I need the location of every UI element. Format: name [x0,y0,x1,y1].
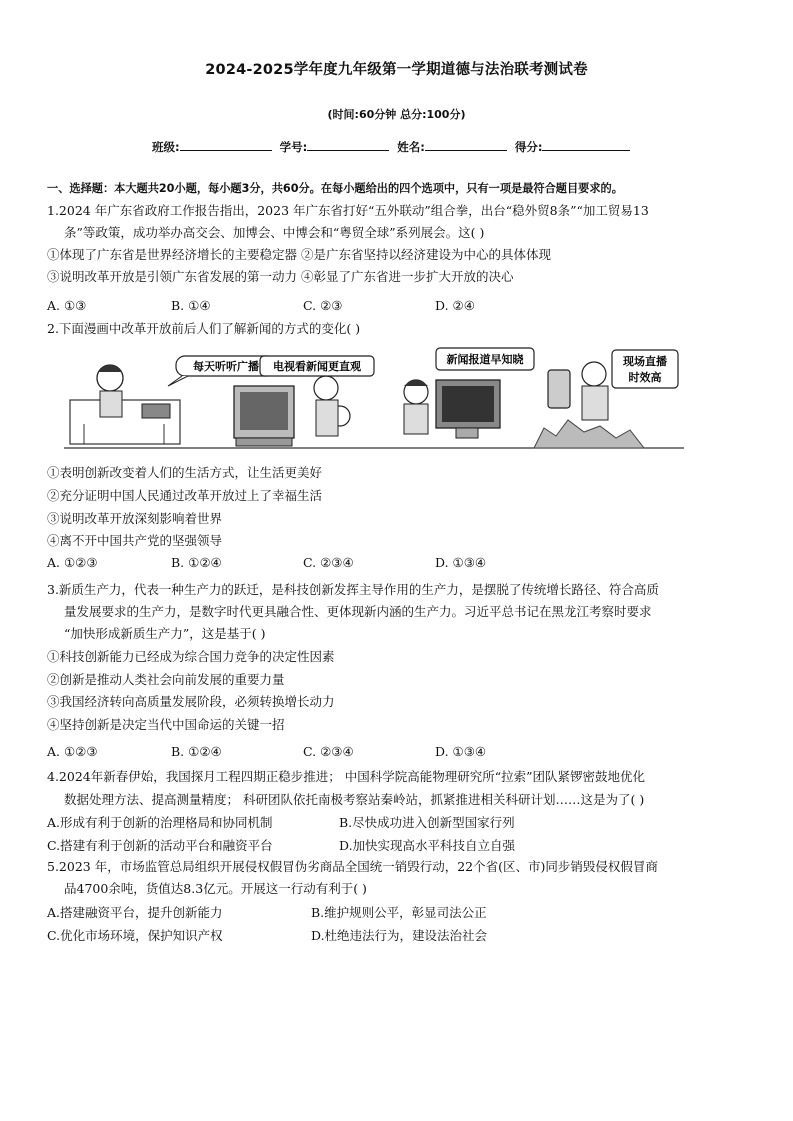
q3-stem-line1: 3.新质生产力，代表一种生产力的跃迁，是科技创新发挥主导作用的生产力，是摆脱了传统增长路径、符合高质 [47,582,659,597]
q2-stem: 2.下面漫画中改革开放前后人们了解新闻的方式的变化( ) [47,321,361,336]
exam-time-score: (时间:60分钟 总分:100分) [327,108,466,121]
name-label: 姓名: [397,140,425,154]
q3-item-3: ③我国经济转向高质量发展阶段，必须转换增长动力 [47,694,335,709]
comic-bubble-live: 现场直播 [623,355,667,368]
q3-choice-a[interactable]: A. ①②③ [47,744,98,759]
q1-choice-c[interactable]: C. ②③ [303,298,343,313]
q2-choice-c[interactable]: C. ②③④ [303,555,354,570]
section-heading: 一、选择题：本大题共20小题，每小题3分，共60分。在每小题给出的四个选项中，只有一项是最符合题目要求的。 [47,182,623,195]
q5-stem-line1: 5.2023 年，市场监管总局组织开展侵权假冒伪劣商品全国统一销毁行动，22个省(区、市)同步销毁侵权假冒商 [47,859,658,874]
news-comic-image [64,340,684,458]
q1-option-line2: ③说明改革开放是引领广东省发展的第一动力 ④彰显了广东省进一步扩大开放的决心 [47,269,514,284]
class-blank[interactable] [180,138,272,151]
q2-choice-a[interactable]: A. ①②③ [47,555,98,570]
name-blank[interactable] [425,138,507,151]
q2-item-2: ②充分证明中国人民通过改革开放过上了幸福生活 [47,488,323,503]
q1-stem-line2: 条”等政策，成功举办高交会、加博会、中博会和“粤贸全球”系列展会。这( ) [64,225,485,240]
q4-stem-line1: 4.2024年新春伊始，我国探月工程四期正稳步推进； 中国科学院高能物理研究所“拉索”团队紧锣密鼓地优化 [47,769,645,784]
q2-choice-d[interactable]: D. ①③④ [435,555,487,570]
q1-stem-line1: 1.2024 年广东省政府工作报告指出，2023 年广东省打好“五外联动”组合拳，出台“稳外贸8条”“加工贸易13 [47,203,649,218]
q3-item-2: ②创新是推动人类社会向前发展的重要力量 [47,672,285,687]
q2-item-3: ③说明改革开放深刻影响着世界 [47,511,223,526]
q1-choice-a[interactable]: A. ①③ [47,298,87,313]
exam-title: 2024-2025学年度九年级第一学期道德与法治联考测试卷 [205,62,588,78]
comic-bubble-computer: 新闻报道早知晓 [446,353,524,366]
q2-item-4: ④离不开中国共产党的坚强领导 [47,533,223,548]
q3-item-4: ④坚持创新是决定当代中国命运的关键一招 [47,717,285,732]
q3-stem-line3: “加快形成新质生产力”，这是基于( ) [64,626,266,641]
comic-bubble-tv: 电视看新闻更直观 [273,360,361,373]
comic-computer-panel [404,348,534,438]
q3-item-1: ①科技创新能力已经成为综合国力竞争的决定性因素 [47,649,335,664]
q1-option-line1: ①体现了广东省是世界经济增长的主要稳定器 ②是广东省坚持以经济建设为中心的具体体现 [47,247,551,262]
q4-stem-line2: 数据处理方法、提高测量精度； 科研团队依托南极考察站秦岭站，抓紧推进相关科研计划……这是为了( ) [64,792,645,807]
q2-choice-b[interactable]: B. ①②④ [171,555,222,570]
score-label: 得分: [514,140,543,154]
q5-choice-c[interactable]: C.优化市场环境，保护知识产权 [47,928,223,943]
q5-choice-a[interactable]: A.搭建融资平台，提升创新能力 [47,905,223,920]
class-label: 班级: [152,140,180,154]
q3-choice-b[interactable]: B. ①②④ [171,744,222,759]
comic-phone-panel [534,350,678,448]
q2-item-1: ①表明创新改变着人们的生活方式，让生活更美好 [47,465,323,480]
q3-stem-line2: 量发展要求的生产力，是数字时代更具融合性、更体现新内涵的生产力。习近平总书记在黑龙江考察时要求 [64,604,652,619]
q4-choice-c[interactable]: C.搭建有利于创新的活动平台和融资平台 [47,838,273,853]
q1-choice-d[interactable]: D. ②④ [435,298,475,313]
q5-choice-d[interactable]: D.杜绝违法行为，建设法治社会 [311,928,488,943]
student-no-blank[interactable] [307,138,389,151]
score-blank[interactable] [542,138,630,151]
q3-choice-c[interactable]: C. ②③④ [303,744,354,759]
q4-choice-a[interactable]: A.形成有利于创新的治理格局和协同机制 [47,815,273,830]
student-info-line [152,138,630,155]
comic-bubble-live-2: 时效高 [628,371,662,384]
student-no-label: 学号: [279,140,308,154]
q4-choice-d[interactable]: D.加快实现高水平科技自立自强 [339,838,516,853]
q3-choice-d[interactable]: D. ①③④ [435,744,487,759]
q1-choice-b[interactable]: B. ①④ [171,298,211,313]
q5-stem-line2: 品4700余吨，货值达8.3亿元。开展这一行动有利于( ) [64,881,367,896]
q4-choice-b[interactable]: B.尽快成功进入创新型国家行列 [339,815,515,830]
q5-choice-b[interactable]: B.维护规则公平，彰显司法公正 [311,905,487,920]
comic-bubble-radio: 每天听听广播 [193,360,259,373]
